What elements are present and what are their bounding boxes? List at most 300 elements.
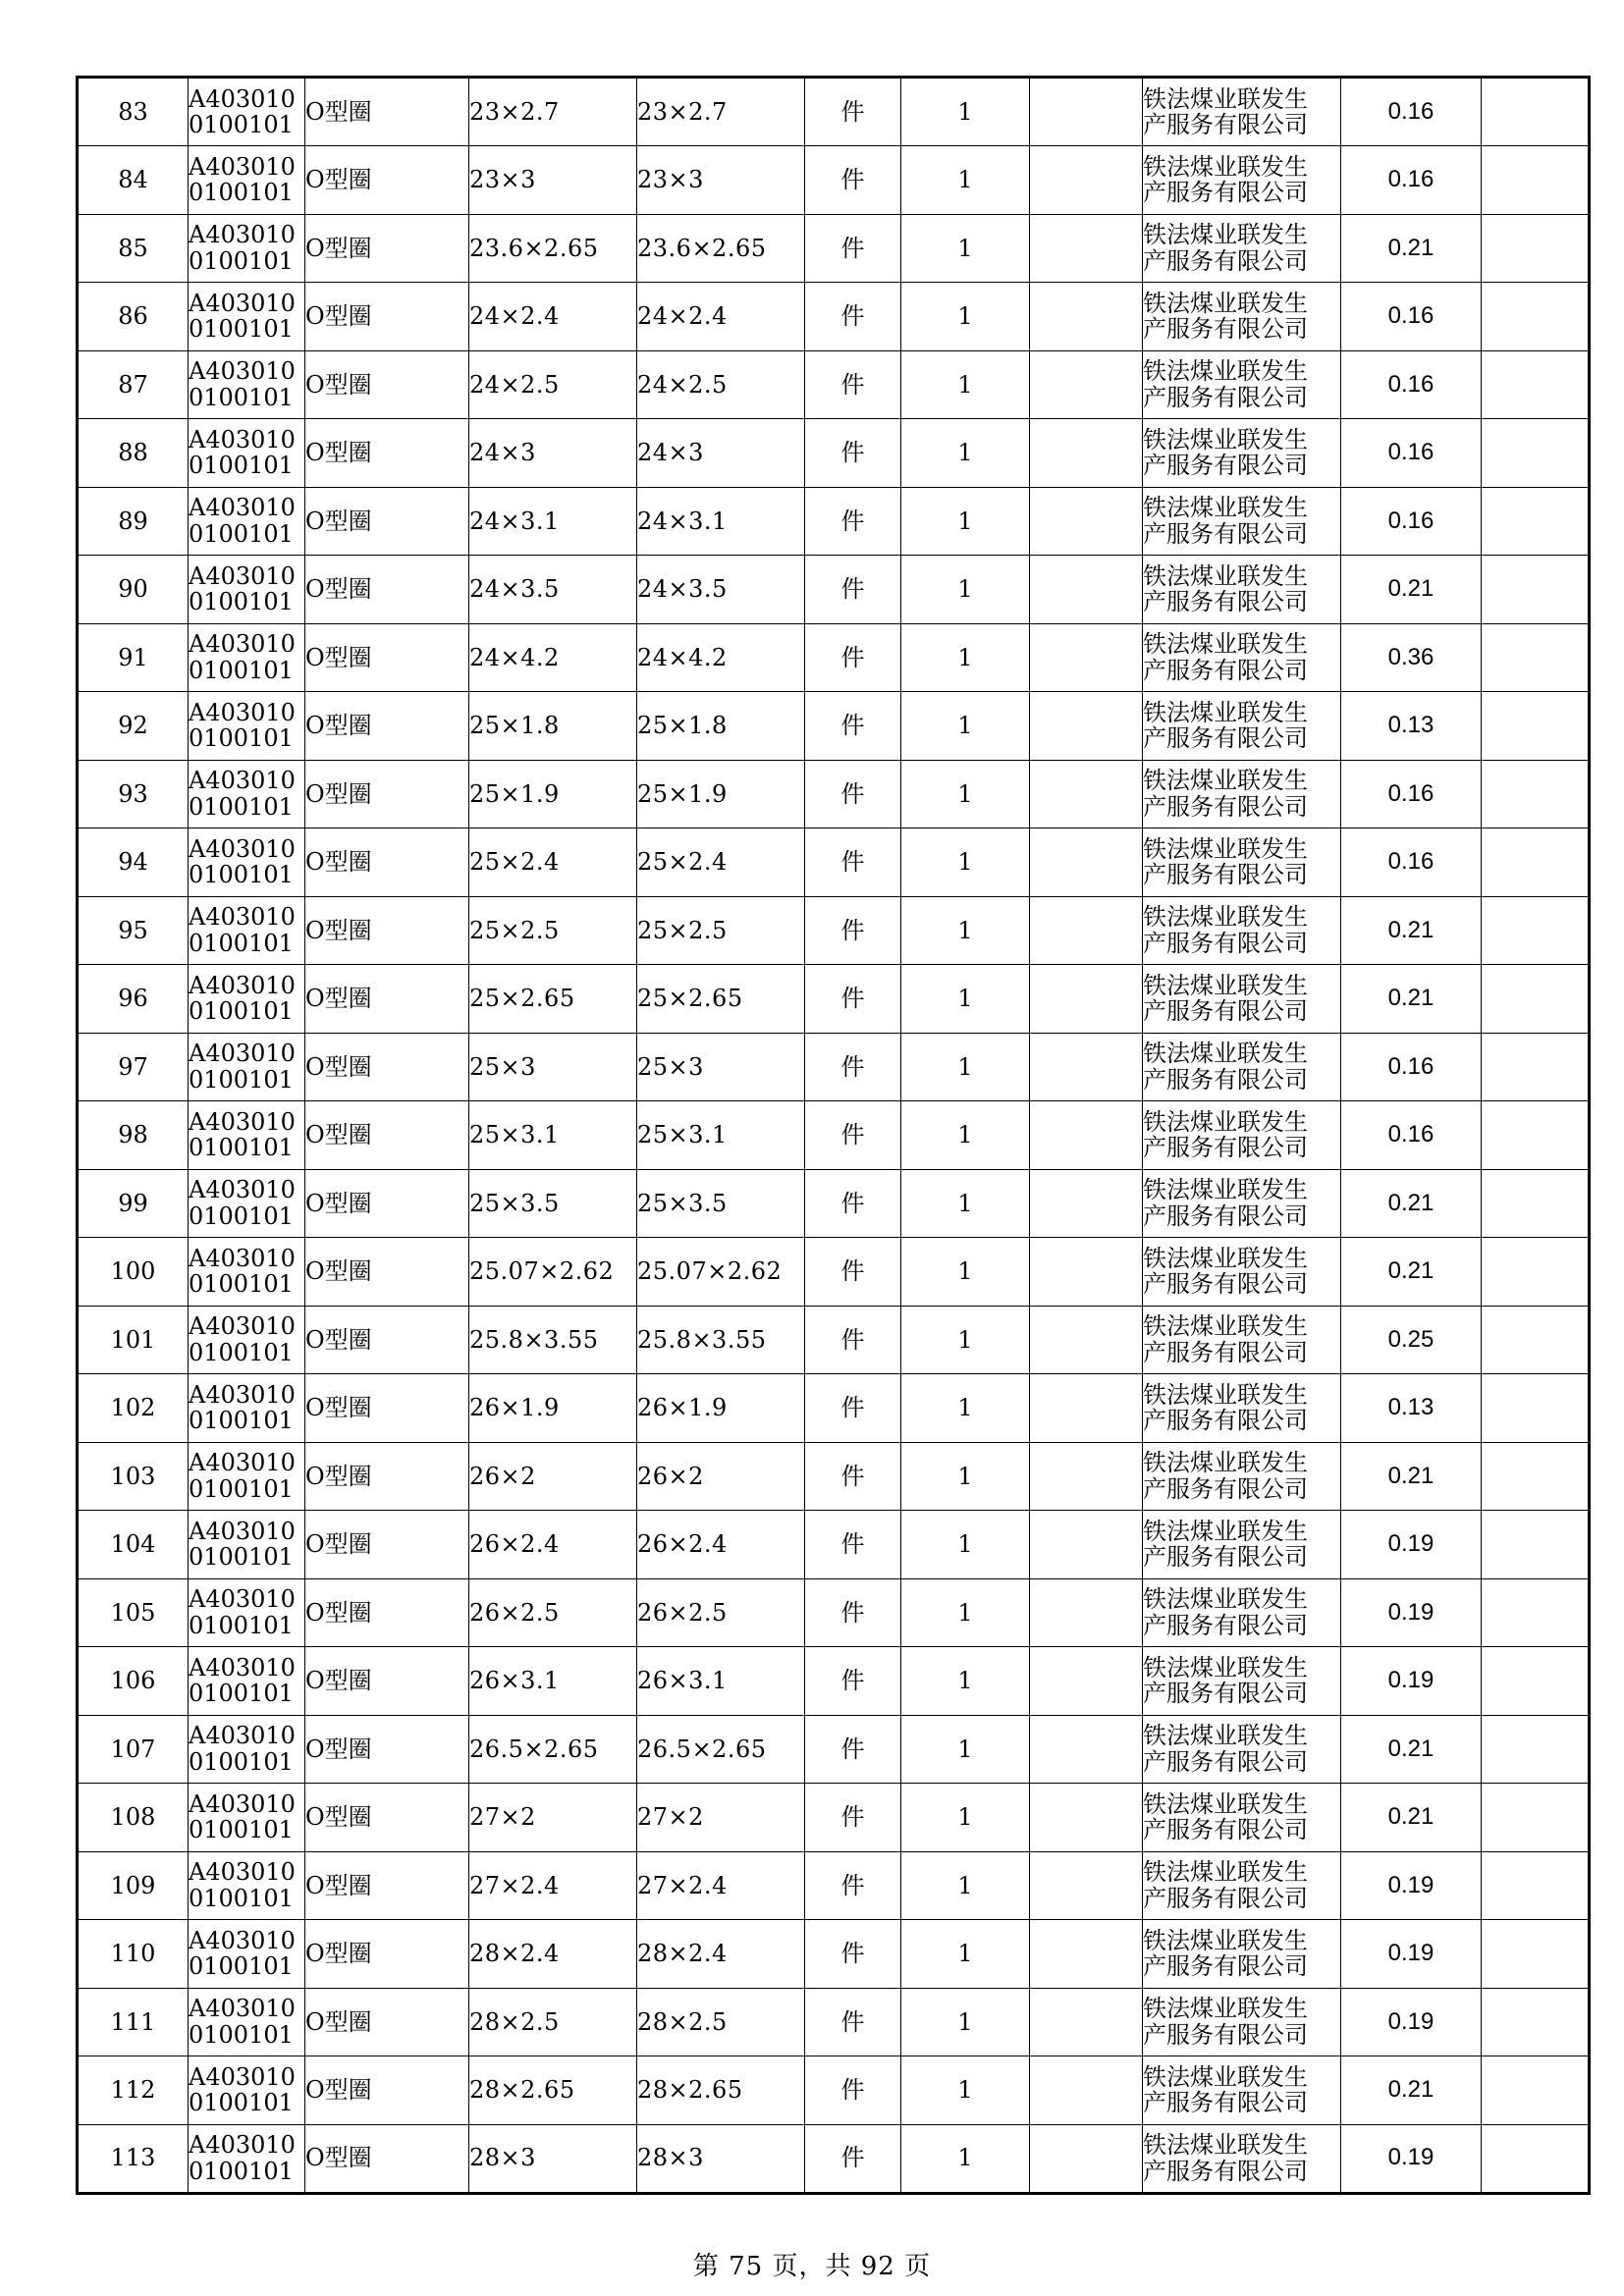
specification-cell: 27×2 [469,1784,637,1852]
supplier-cell [1143,419,1341,488]
row-number-cell: 95 [78,896,189,965]
material-code-line-1: A403010 [189,1653,296,1682]
supplier-cell [1143,1851,1341,1920]
supplier-cell [1143,146,1341,215]
supplier-line-1: 铁法煤业联发生 [1143,698,1308,726]
item-name-cell: O型圈 [305,1920,469,1989]
unit-price-cell: 0.16 [1341,419,1482,488]
unit-price-cell: 0.16 [1341,283,1482,351]
specification-cell: 26×2.5 [469,1578,637,1647]
item-name-cell: O型圈 [305,896,469,965]
supplier-line-1: 铁法煤业联发生 [1143,2062,1308,2091]
specification-cell: 23.6×2.65 [469,214,637,283]
specification-cell: 24×3.1 [469,487,637,556]
supplier-cell [1143,1101,1341,1170]
empty-cell [1030,1169,1143,1238]
empty-cell [1030,1442,1143,1511]
model-cell: 24×4.2 [637,623,805,692]
unit-cell: 件 [805,1442,901,1511]
supplier-cell [1143,623,1341,692]
material-code-line-2: 0100101 [189,929,294,957]
material-code-line-1: A403010 [189,561,296,590]
material-code-line-2: 0100101 [189,519,294,548]
material-code-cell [189,2124,305,2193]
material-code-line-1: A403010 [189,834,296,863]
unit-cell: 件 [805,1578,901,1647]
supplier-cell [1143,1988,1341,2056]
unit-price-cell: 0.19 [1341,1578,1482,1647]
supplier-cell [1143,1033,1341,1101]
table-row [78,828,1590,897]
row-number-cell: 103 [78,1442,189,1511]
supplier-cell [1143,828,1341,897]
specification-cell: 24×4.2 [469,623,637,692]
supplier-line-1: 铁法煤业联发生 [1143,630,1308,659]
supplier-line-1: 铁法煤业联发生 [1143,152,1308,181]
material-code-cell [189,1851,305,1920]
material-code-line-1: A403010 [189,1312,296,1341]
quantity-cell: 1 [901,2056,1030,2125]
row-number-cell: 93 [78,760,189,828]
row-number-cell: 99 [78,1169,189,1238]
specification-cell: 28×2.4 [469,1920,637,1989]
unit-cell: 件 [805,1306,901,1374]
material-code-cell [189,78,305,146]
material-code-cell [189,828,305,897]
unit-cell: 件 [805,1374,901,1443]
empty-cell [1030,487,1143,556]
unit-cell: 件 [805,78,901,146]
material-code-line-1: A403010 [189,903,296,932]
empty-cell [1030,556,1143,624]
item-name-cell: O型圈 [305,1784,469,1852]
model-cell: 25.07×2.62 [637,1238,805,1307]
material-code-line-2: 0100101 [189,2089,294,2117]
supplier-line-1: 铁法煤业联发生 [1143,425,1308,454]
supplier-line-2: 产服务有限公司 [1143,1065,1308,1094]
supplier-line-1: 铁法煤业联发生 [1143,1040,1308,1068]
material-code-cell [189,1238,305,1307]
row-number-cell: 106 [78,1647,189,1716]
unit-cell: 件 [805,1988,901,2056]
table-row [78,556,1590,624]
empty-cell [1030,419,1143,488]
quantity-cell: 1 [901,487,1030,556]
table-row [78,896,1590,965]
specification-cell: 28×2.65 [469,2056,637,2125]
unit-cell: 件 [805,1851,901,1920]
empty-cell [1030,1784,1143,1852]
material-code-line-2: 0100101 [189,1474,294,1503]
model-cell: 26×1.9 [637,1374,805,1443]
table-row [78,1238,1590,1307]
item-name-cell: O型圈 [305,623,469,692]
supplier-line-2: 产服务有限公司 [1143,2020,1308,2049]
specification-cell: 25×3.1 [469,1101,637,1170]
empty-cell [1030,1851,1143,1920]
material-code-line-2: 0100101 [189,792,294,821]
empty-cell [1482,692,1590,761]
empty-cell [1482,214,1590,283]
unit-price-cell: 0.19 [1341,1988,1482,2056]
item-name-cell: O型圈 [305,2124,469,2193]
empty-cell [1030,146,1143,215]
empty-cell [1482,1169,1590,1238]
table-row [78,2056,1590,2125]
supplier-cell [1143,1306,1341,1374]
item-name-cell: O型圈 [305,78,469,146]
row-number-cell: 109 [78,1851,189,1920]
empty-cell [1030,283,1143,351]
supplier-line-2: 产服务有限公司 [1143,1816,1308,1844]
supplier-line-2: 产服务有限公司 [1143,2157,1308,2185]
empty-cell [1482,760,1590,828]
quantity-cell: 1 [901,1851,1030,1920]
material-code-line-1: A403010 [189,1858,296,1887]
material-code-line-2: 0100101 [189,1407,294,1435]
material-code-line-2: 0100101 [189,315,294,344]
unit-price-cell: 0.19 [1341,2124,1482,2193]
supplier-line-1: 铁法煤业联发生 [1143,1380,1308,1409]
empty-cell [1030,1715,1143,1784]
model-cell: 25×1.9 [637,760,805,828]
unit-price-cell: 0.21 [1341,1238,1482,1307]
quantity-cell: 1 [901,623,1030,692]
table-row [78,214,1590,283]
empty-cell [1030,214,1143,283]
material-code-cell [189,760,305,828]
specification-cell: 25×1.9 [469,760,637,828]
row-number-cell: 111 [78,1988,189,2056]
row-number-cell: 108 [78,1784,189,1852]
supplier-line-1: 铁法煤业联发生 [1143,221,1308,249]
specification-cell: 25×1.8 [469,692,637,761]
material-code-line-2: 0100101 [189,1884,294,1912]
table-row [78,1442,1590,1511]
material-code-cell [189,2056,305,2125]
supplier-cell [1143,692,1341,761]
unit-price-cell: 0.16 [1341,1033,1482,1101]
quantity-cell: 1 [901,692,1030,761]
supplier-cell [1143,556,1341,624]
specification-cell: 26×3.1 [469,1647,637,1716]
quantity-cell: 1 [901,1442,1030,1511]
item-name-cell: O型圈 [305,1578,469,1647]
supplier-cell [1143,1715,1341,1784]
item-name-cell: O型圈 [305,965,469,1034]
material-code-cell [189,487,305,556]
empty-cell [1030,2124,1143,2193]
unit-price-cell: 0.16 [1341,350,1482,419]
supplier-cell [1143,78,1341,146]
supplier-line-2: 产服务有限公司 [1143,179,1308,207]
row-number-cell: 98 [78,1101,189,1170]
item-name-cell: O型圈 [305,1988,469,2056]
item-name-cell: O型圈 [305,760,469,828]
model-cell: 28×2.65 [637,2056,805,2125]
item-name-cell: O型圈 [305,283,469,351]
empty-cell [1030,965,1143,1034]
material-code-line-2: 0100101 [189,724,294,753]
table-row [78,1306,1590,1374]
unit-cell: 件 [805,350,901,419]
material-code-line-2: 0100101 [189,1134,294,1162]
empty-cell [1030,1033,1143,1101]
empty-cell [1482,78,1590,146]
material-code-line-1: A403010 [189,767,296,795]
item-name-cell: O型圈 [305,1715,469,1784]
parts-price-table [76,76,1591,2195]
table-row [78,1169,1590,1238]
material-code-line-1: A403010 [189,221,296,249]
material-code-cell [189,965,305,1034]
supplier-line-2: 产服务有限公司 [1143,997,1308,1026]
quantity-cell: 1 [901,283,1030,351]
unit-price-cell: 0.19 [1341,1647,1482,1716]
unit-cell: 件 [805,283,901,351]
material-code-cell [189,1715,305,1784]
unit-price-cell: 0.21 [1341,556,1482,624]
item-name-cell: O型圈 [305,350,469,419]
empty-cell [1482,487,1590,556]
quantity-cell: 1 [901,1033,1030,1101]
supplier-cell [1143,760,1341,828]
row-number-cell: 110 [78,1920,189,1989]
table-row [78,1033,1590,1101]
table-row [78,692,1590,761]
supplier-cell [1143,350,1341,419]
supplier-line-1: 铁法煤业联发生 [1143,1789,1308,1818]
supplier-cell [1143,896,1341,965]
model-cell: 24×3.5 [637,556,805,624]
empty-cell [1482,1715,1590,1784]
supplier-cell [1143,487,1341,556]
material-code-line-1: A403010 [189,1789,296,1818]
unit-price-cell: 0.19 [1341,1851,1482,1920]
unit-cell: 件 [805,556,901,624]
empty-cell [1482,1306,1590,1374]
empty-cell [1030,1101,1143,1170]
unit-price-cell: 0.21 [1341,214,1482,283]
row-number-cell: 112 [78,2056,189,2125]
material-code-line-2: 0100101 [189,111,294,138]
supplier-cell [1143,1784,1341,1852]
empty-cell [1482,1920,1590,1989]
unit-cell: 件 [805,2124,901,2193]
empty-cell [1482,1101,1590,1170]
supplier-line-2: 产服务有限公司 [1143,1474,1308,1503]
material-code-line-2: 0100101 [189,1543,294,1572]
specification-cell: 26×1.9 [469,1374,637,1443]
empty-cell [1030,1238,1143,1307]
table-body [78,78,1590,2194]
quantity-cell: 1 [901,78,1030,146]
row-number-cell: 89 [78,487,189,556]
item-name-cell: O型圈 [305,1851,469,1920]
specification-cell: 26.5×2.65 [469,1715,637,1784]
model-cell: 23×2.7 [637,78,805,146]
unit-price-cell: 0.21 [1341,1784,1482,1852]
table-row [78,965,1590,1034]
supplier-line-2: 产服务有限公司 [1143,111,1308,138]
row-number-cell: 113 [78,2124,189,2193]
unit-cell: 件 [805,2056,901,2125]
material-code-cell [189,1101,305,1170]
material-code-line-1: A403010 [189,2062,296,2091]
material-code-line-1: A403010 [189,1176,296,1204]
unit-price-cell: 0.36 [1341,623,1482,692]
material-code-cell [189,1306,305,1374]
quantity-cell: 1 [901,1578,1030,1647]
material-code-line-2: 0100101 [189,1952,294,1981]
unit-cell: 件 [805,1033,901,1101]
material-code-line-1: A403010 [189,1995,296,2023]
unit-cell: 件 [805,692,901,761]
unit-cell: 件 [805,896,901,965]
supplier-line-1: 铁法煤业联发生 [1143,357,1308,386]
empty-cell [1482,1442,1590,1511]
supplier-line-2: 产服务有限公司 [1143,383,1308,411]
specification-cell: 25×2.4 [469,828,637,897]
supplier-cell [1143,1578,1341,1647]
supplier-line-1: 铁法煤业联发生 [1143,1244,1308,1272]
empty-cell [1030,350,1143,419]
material-code-cell [189,623,305,692]
empty-cell [1030,1578,1143,1647]
quantity-cell: 1 [901,1715,1030,1784]
row-number-cell: 97 [78,1033,189,1101]
supplier-line-1: 铁法煤业联发生 [1143,903,1308,932]
unit-price-cell: 0.13 [1341,692,1482,761]
row-number-cell: 85 [78,214,189,283]
supplier-line-2: 产服务有限公司 [1143,724,1308,753]
empty-cell [1482,1238,1590,1307]
supplier-cell [1143,1511,1341,1579]
model-cell: 25×3.1 [637,1101,805,1170]
material-code-line-2: 0100101 [189,1338,294,1366]
material-code-cell [189,1784,305,1852]
supplier-line-1: 铁法煤业联发生 [1143,1107,1308,1136]
supplier-line-1: 铁法煤业联发生 [1143,2131,1308,2160]
model-cell: 24×2.5 [637,350,805,419]
model-cell: 25×2.65 [637,965,805,1034]
row-number-cell: 92 [78,692,189,761]
model-cell: 24×3 [637,419,805,488]
supplier-line-2: 产服务有限公司 [1143,656,1308,684]
supplier-line-2: 产服务有限公司 [1143,315,1308,344]
supplier-line-2: 产服务有限公司 [1143,929,1308,957]
empty-cell [1482,1033,1590,1101]
empty-cell [1482,623,1590,692]
material-code-cell [189,1442,305,1511]
material-code-line-1: A403010 [189,1585,296,1614]
unit-cell: 件 [805,1169,901,1238]
quantity-cell: 1 [901,1101,1030,1170]
empty-cell [1482,1578,1590,1647]
supplier-line-2: 产服务有限公司 [1143,1407,1308,1435]
material-code-line-2: 0100101 [189,246,294,275]
row-number-cell: 105 [78,1578,189,1647]
supplier-cell [1143,1238,1341,1307]
material-code-line-1: A403010 [189,1722,296,1750]
empty-cell [1030,78,1143,146]
quantity-cell: 1 [901,965,1030,1034]
model-cell: 28×2.4 [637,1920,805,1989]
supplier-line-2: 产服务有限公司 [1143,1884,1308,1912]
material-code-line-1: A403010 [189,1040,296,1068]
material-code-line-2: 0100101 [189,861,294,889]
empty-cell [1030,623,1143,692]
supplier-cell [1143,1169,1341,1238]
specification-cell: 24×2.5 [469,350,637,419]
material-code-line-1: A403010 [189,698,296,726]
material-code-cell [189,1033,305,1101]
material-code-line-2: 0100101 [189,656,294,684]
supplier-line-1: 铁法煤业联发生 [1143,84,1308,113]
specification-cell: 25.8×3.55 [469,1306,637,1374]
supplier-line-2: 产服务有限公司 [1143,1338,1308,1366]
row-number-cell: 107 [78,1715,189,1784]
quantity-cell: 1 [901,2124,1030,2193]
table-row [78,283,1590,351]
empty-cell [1030,1306,1143,1374]
empty-cell [1482,896,1590,965]
empty-cell [1030,828,1143,897]
material-code-line-1: A403010 [189,1380,296,1409]
supplier-line-1: 铁法煤业联发生 [1143,1995,1308,2023]
supplier-line-2: 产服务有限公司 [1143,861,1308,889]
supplier-cell [1143,1374,1341,1443]
quantity-cell: 1 [901,1784,1030,1852]
model-cell: 23×3 [637,146,805,215]
empty-cell [1030,692,1143,761]
empty-cell [1482,965,1590,1034]
specification-cell: 23×2.7 [469,78,637,146]
quantity-cell: 1 [901,1374,1030,1443]
empty-cell [1030,1920,1143,1989]
material-code-cell [189,350,305,419]
unit-price-cell: 0.19 [1341,1511,1482,1579]
material-code-line-1: A403010 [189,1449,296,1477]
material-code-cell [189,1169,305,1238]
unit-price-cell: 0.21 [1341,965,1482,1034]
supplier-line-1: 铁法煤业联发生 [1143,1653,1308,1682]
model-cell: 25.8×3.55 [637,1306,805,1374]
row-number-cell: 91 [78,623,189,692]
page-footer: 第 75 页，共 92 页 [692,2252,932,2281]
empty-cell [1482,146,1590,215]
material-code-line-2: 0100101 [189,588,294,616]
row-number-cell: 104 [78,1511,189,1579]
material-code-cell [189,1988,305,2056]
unit-price-cell: 0.21 [1341,2056,1482,2125]
row-number-cell: 94 [78,828,189,897]
supplier-line-1: 铁法煤业联发生 [1143,1858,1308,1887]
empty-cell [1482,828,1590,897]
material-code-line-1: A403010 [189,357,296,386]
material-code-line-1: A403010 [189,1107,296,1136]
table-row [78,350,1590,419]
quantity-cell: 1 [901,350,1030,419]
item-name-cell: O型圈 [305,487,469,556]
quantity-cell: 1 [901,896,1030,965]
material-code-line-1: A403010 [189,152,296,181]
empty-cell [1482,1784,1590,1852]
material-code-line-2: 0100101 [189,452,294,480]
material-code-line-2: 0100101 [189,1611,294,1639]
empty-cell [1482,1511,1590,1579]
material-code-cell [189,214,305,283]
